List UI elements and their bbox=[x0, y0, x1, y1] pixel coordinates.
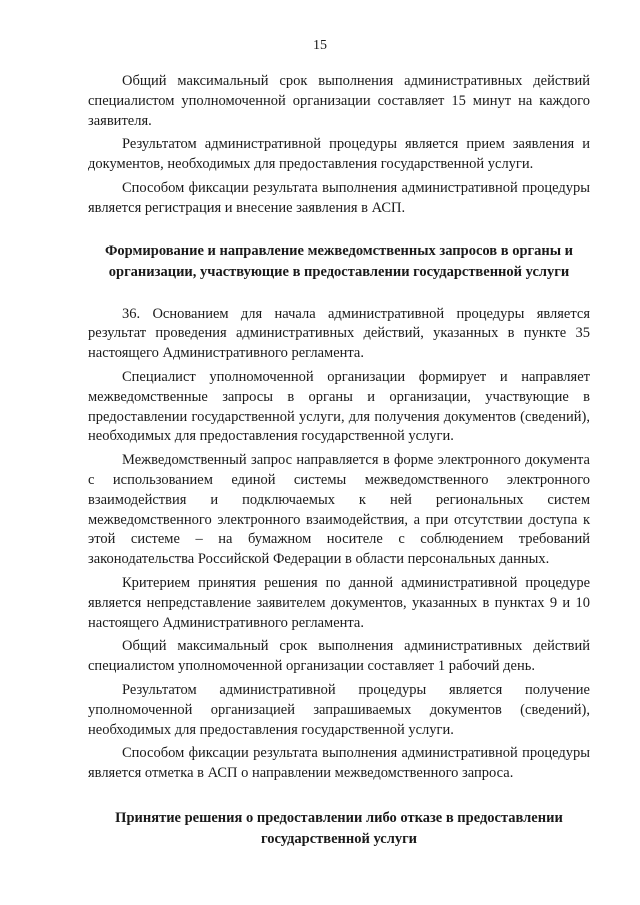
paragraph: Способом фиксации результата выполнения административной процедуры является отметка в АСП о направлении межведомственного запроса. bbox=[88, 745, 590, 782]
paragraph: Общий максимальный срок выполнения административных действий специалистом уполномоченной организации составляет 1 рабочий день. bbox=[88, 638, 590, 675]
paragraph: Критерием принятия решения по данной административной процедуре является непредставление заявителем документов, указанных в пунктах 9 и 10 настоящего Административного регламента. bbox=[88, 574, 590, 631]
document-body bbox=[88, 72, 590, 850]
section-heading: Принятие решения о предоставлении либо отказе в предоставлении государственной услуги bbox=[115, 809, 563, 847]
paragraph: Результатом административной процедуры является прием заявления и документов, необходимых для предоставления государственной услуги. bbox=[88, 136, 590, 173]
page-number: 15 bbox=[313, 38, 327, 53]
paragraph: Специалист уполномоченной организации формирует и направляет межведомственные запросы в органы и организации, участвующие в предоставлении государственной услуги, для получения документов (сведений), необходимых для предоставления государственной услуги. bbox=[88, 368, 590, 445]
paragraph: Общий максимальный срок выполнения административных действий специалистом уполномоченной организации составляет 15 минут на каждого заявителя. bbox=[88, 73, 590, 129]
section-heading: Формирование и направление межведомственных запросов в органы и организации, участвующие в предоставлении государственной услуги bbox=[104, 242, 574, 280]
paragraph: 36. Основанием для начала административной процедуры является результат проведения административных действий, указанных в пункте 35 настоящего Административного регламента. bbox=[88, 305, 590, 362]
paragraph: Межведомственный запрос направляется в форме электронного документа с использованием единой системы межведомственного электронного взаимодействия и подключаемых к ней региональных систем межведомственного электронного взаимодействия, а при отсутствии доступа к этой системе – на бумажном носителе с соблюдением требований законодательства Российской Федерации в области персональных данных. bbox=[88, 452, 590, 568]
paragraph: Результатом административной процедуры является получение уполномоченной организацией запрашиваемых документов (сведений), необходимых для предоставления государственной услуги. bbox=[88, 681, 590, 738]
paragraph: Способом фиксации результата выполнения административной процедуры является регистрация и внесение заявления в АСП. bbox=[88, 179, 590, 216]
